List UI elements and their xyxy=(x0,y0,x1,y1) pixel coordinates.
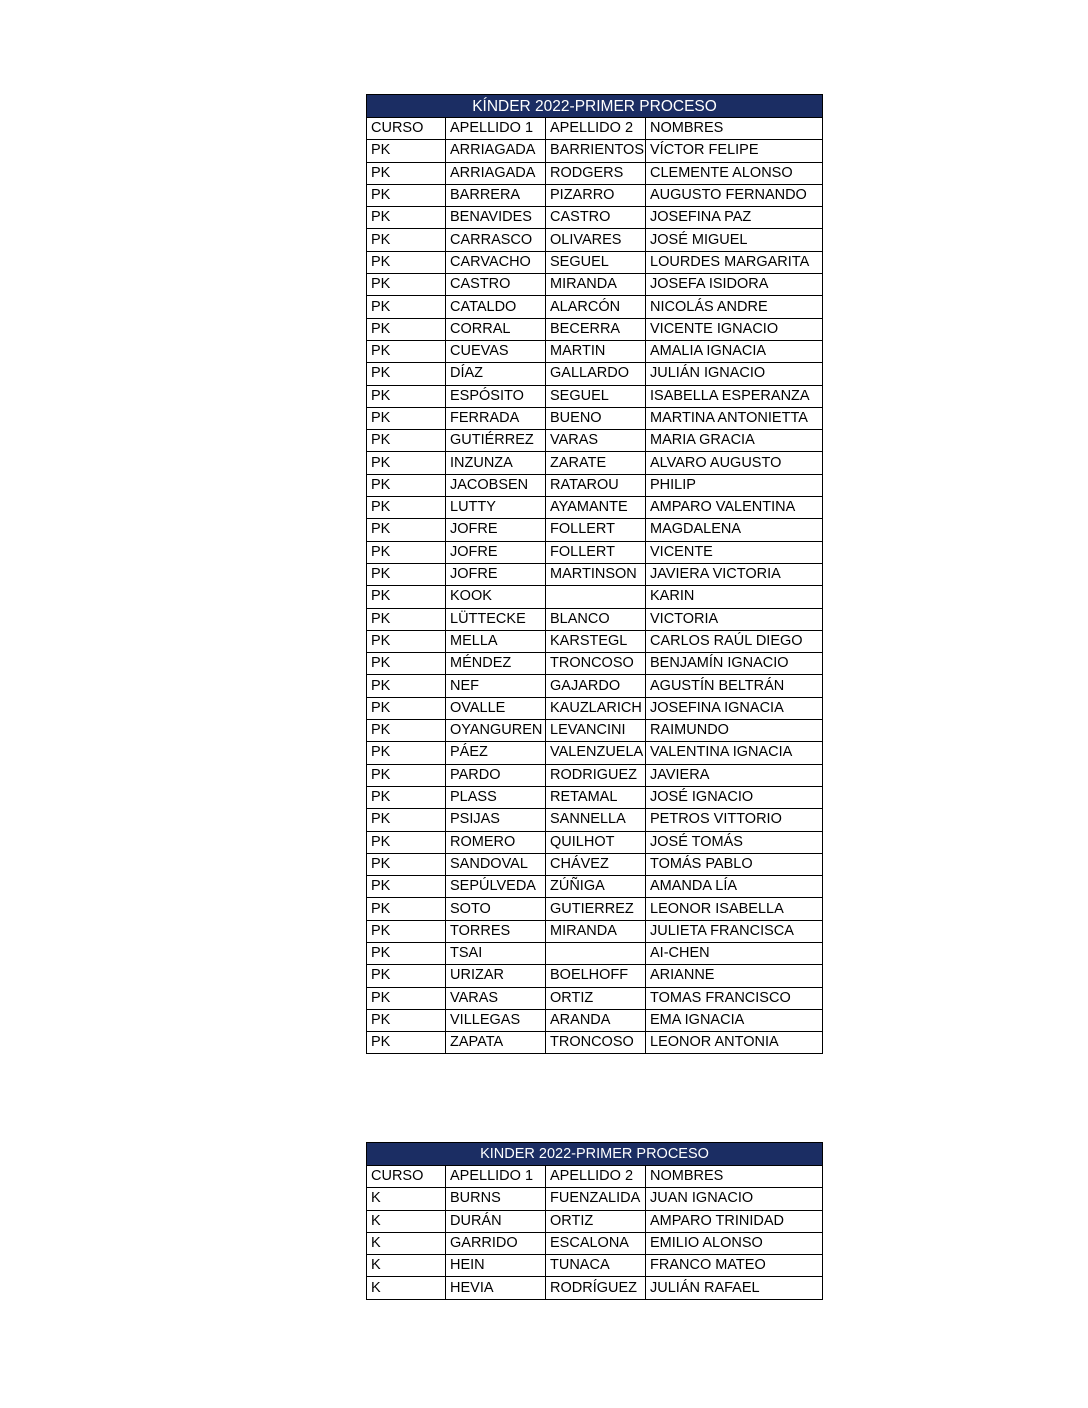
table-row xyxy=(367,407,823,429)
column-header-nombres: NOMBRES xyxy=(646,1166,823,1188)
cell-curso: PK xyxy=(367,831,446,853)
cell-nombres: VICENTE IGNACIO xyxy=(646,318,823,340)
cell-apellido-1: VILLEGAS xyxy=(446,1009,546,1031)
table-row xyxy=(367,742,823,764)
cell-nombres: JULIÁN RAFAEL xyxy=(646,1277,823,1299)
cell-apellido-2: VALENZUELA xyxy=(546,742,646,764)
cell-curso: PK xyxy=(367,452,446,474)
cell-nombres: ARIANNE xyxy=(646,965,823,987)
cell-apellido-2: BECERRA xyxy=(546,318,646,340)
cell-nombres: JULIETA FRANCISCA xyxy=(646,920,823,942)
table-row xyxy=(367,630,823,652)
cell-apellido-1: PARDO xyxy=(446,764,546,786)
cell-apellido-2: RATAROU xyxy=(546,474,646,496)
cell-apellido-2: SEGUEL xyxy=(546,385,646,407)
cell-nombres: MARTINA ANTONIETTA xyxy=(646,407,823,429)
cell-nombres: JAVIERA VICTORIA xyxy=(646,563,823,585)
cell-nombres: VICENTE xyxy=(646,541,823,563)
table-row xyxy=(367,809,823,831)
cell-apellido-1: KOOK xyxy=(446,586,546,608)
cell-apellido-1: INZUNZA xyxy=(446,452,546,474)
cell-apellido-2: PIZARRO xyxy=(546,184,646,206)
cell-curso: PK xyxy=(367,207,446,229)
cell-apellido-2: RODGERS xyxy=(546,162,646,184)
cell-apellido-2: AYAMANTE xyxy=(546,497,646,519)
cell-apellido-1: PÁEZ xyxy=(446,742,546,764)
cell-nombres: JUAN IGNACIO xyxy=(646,1188,823,1210)
table-row xyxy=(367,1277,823,1299)
table-row xyxy=(367,853,823,875)
table-row xyxy=(367,1032,823,1054)
cell-nombres: VICTORIA xyxy=(646,608,823,630)
cell-nombres: LOURDES MARGARITA xyxy=(646,251,823,273)
table-row xyxy=(367,274,823,296)
column-header-nombres: NOMBRES xyxy=(646,118,823,140)
cell-apellido-2 xyxy=(546,586,646,608)
cell-curso: PK xyxy=(367,853,446,875)
cell-apellido-1: ARRIAGADA xyxy=(446,140,546,162)
cell-curso: PK xyxy=(367,318,446,340)
table-row xyxy=(367,1210,823,1232)
table-row xyxy=(367,1255,823,1277)
table-row xyxy=(367,1188,823,1210)
cell-apellido-1: HEIN xyxy=(446,1255,546,1277)
cell-nombres: MAGDALENA xyxy=(646,519,823,541)
cell-curso: PK xyxy=(367,430,446,452)
table-row xyxy=(367,608,823,630)
cell-nombres: JOSÉ MIGUEL xyxy=(646,229,823,251)
cell-apellido-2: ESCALONA xyxy=(546,1232,646,1254)
cell-nombres: TOMAS FRANCISCO xyxy=(646,987,823,1009)
table-row xyxy=(367,563,823,585)
cell-apellido-2: MIRANDA xyxy=(546,274,646,296)
cell-apellido-2: GAJARDO xyxy=(546,675,646,697)
table-row xyxy=(367,786,823,808)
table-row xyxy=(367,340,823,362)
cell-apellido-1: HEVIA xyxy=(446,1277,546,1299)
cell-nombres: FRANCO MATEO xyxy=(646,1255,823,1277)
cell-nombres: JOSEFA ISIDORA xyxy=(646,274,823,296)
cell-apellido-1: PLASS xyxy=(446,786,546,808)
column-header-apellido-1: APELLIDO 1 xyxy=(446,1166,546,1188)
cell-nombres: PHILIP xyxy=(646,474,823,496)
table-row xyxy=(367,831,823,853)
table-row xyxy=(367,764,823,786)
cell-curso: PK xyxy=(367,786,446,808)
cell-apellido-1: CARRASCO xyxy=(446,229,546,251)
cell-curso: PK xyxy=(367,363,446,385)
cell-curso: PK xyxy=(367,563,446,585)
table-row xyxy=(367,965,823,987)
cell-apellido-1: DURÁN xyxy=(446,1210,546,1232)
cell-curso: PK xyxy=(367,474,446,496)
cell-curso: PK xyxy=(367,965,446,987)
table-body xyxy=(367,1188,823,1299)
table-title: KINDER 2022-PRIMER PROCESO xyxy=(367,1143,823,1166)
cell-nombres: JULIÁN IGNACIO xyxy=(646,363,823,385)
table-row xyxy=(367,207,823,229)
cell-nombres: RAIMUNDO xyxy=(646,720,823,742)
cell-apellido-2: ZÚÑIGA xyxy=(546,876,646,898)
cell-apellido-1: CUEVAS xyxy=(446,340,546,362)
cell-apellido-1: LÜTTECKE xyxy=(446,608,546,630)
table-row xyxy=(367,920,823,942)
cell-curso: PK xyxy=(367,653,446,675)
cell-apellido-2: RODRÍGUEZ xyxy=(546,1277,646,1299)
cell-nombres: AUGUSTO FERNANDO xyxy=(646,184,823,206)
cell-nombres: EMILIO ALONSO xyxy=(646,1232,823,1254)
cell-apellido-1: URIZAR xyxy=(446,965,546,987)
table-header-row xyxy=(367,118,823,140)
cell-curso: PK xyxy=(367,608,446,630)
table-row xyxy=(367,474,823,496)
cell-apellido-1: TSAI xyxy=(446,942,546,964)
column-header-apellido-2: APELLIDO 2 xyxy=(546,1166,646,1188)
cell-nombres: AI-CHEN xyxy=(646,942,823,964)
column-header-curso: CURSO xyxy=(367,118,446,140)
cell-curso: PK xyxy=(367,809,446,831)
cell-nombres: BENJAMÍN IGNACIO xyxy=(646,653,823,675)
cell-curso: K xyxy=(367,1210,446,1232)
table-row xyxy=(367,251,823,273)
cell-nombres: TOMÁS PABLO xyxy=(646,853,823,875)
column-header-curso: CURSO xyxy=(367,1166,446,1188)
cell-nombres: JOSEFINA PAZ xyxy=(646,207,823,229)
cell-apellido-2: CASTRO xyxy=(546,207,646,229)
cell-nombres: VÍCTOR FELIPE xyxy=(646,140,823,162)
cell-apellido-2: ORTIZ xyxy=(546,1210,646,1232)
cell-nombres: CLEMENTE ALONSO xyxy=(646,162,823,184)
cell-apellido-1: CATALDO xyxy=(446,296,546,318)
table-row xyxy=(367,675,823,697)
cell-apellido-2: BLANCO xyxy=(546,608,646,630)
table-row xyxy=(367,452,823,474)
table-row xyxy=(367,942,823,964)
cell-apellido-2: FOLLERT xyxy=(546,519,646,541)
cell-apellido-2: ORTIZ xyxy=(546,987,646,1009)
cell-curso: K xyxy=(367,1277,446,1299)
cell-nombres: VALENTINA IGNACIA xyxy=(646,742,823,764)
cell-nombres: MARIA GRACIA xyxy=(646,430,823,452)
cell-curso: PK xyxy=(367,586,446,608)
cell-apellido-2: GALLARDO xyxy=(546,363,646,385)
table-row xyxy=(367,318,823,340)
cell-nombres: NICOLÁS ANDRE xyxy=(646,296,823,318)
cell-apellido-2: RETAMAL xyxy=(546,786,646,808)
cell-apellido-1: BENAVIDES xyxy=(446,207,546,229)
cell-apellido-1: PSIJAS xyxy=(446,809,546,831)
cell-nombres: AGUSTÍN BELTRÁN xyxy=(646,675,823,697)
cell-apellido-2: BARRIENTOS xyxy=(546,140,646,162)
cell-apellido-1: MÉNDEZ xyxy=(446,653,546,675)
cell-curso: PK xyxy=(367,541,446,563)
table-row xyxy=(367,363,823,385)
cell-apellido-1: BURNS xyxy=(446,1188,546,1210)
cell-apellido-2: ALARCÓN xyxy=(546,296,646,318)
cell-nombres: EMA IGNACIA xyxy=(646,1009,823,1031)
cell-nombres: JOSÉ TOMÁS xyxy=(646,831,823,853)
cell-apellido-1: OVALLE xyxy=(446,697,546,719)
cell-curso: PK xyxy=(367,1032,446,1054)
cell-apellido-2: TRONCOSO xyxy=(546,1032,646,1054)
cell-curso: PK xyxy=(367,407,446,429)
cell-apellido-1: SEPÚLVEDA xyxy=(446,876,546,898)
cell-apellido-2: TRONCOSO xyxy=(546,653,646,675)
cell-apellido-1: LUTTY xyxy=(446,497,546,519)
cell-apellido-1: CASTRO xyxy=(446,274,546,296)
cell-curso: PK xyxy=(367,229,446,251)
cell-nombres: ALVARO AUGUSTO xyxy=(646,452,823,474)
cell-apellido-2: KARSTEGL xyxy=(546,630,646,652)
table-title-row xyxy=(367,1143,823,1166)
cell-apellido-2: OLIVARES xyxy=(546,229,646,251)
cell-curso: PK xyxy=(367,920,446,942)
column-header-apellido-1: APELLIDO 1 xyxy=(446,118,546,140)
cell-apellido-1: JOFRE xyxy=(446,541,546,563)
cell-apellido-2: VARAS xyxy=(546,430,646,452)
cell-nombres: AMANDA LÍA xyxy=(646,876,823,898)
table-row xyxy=(367,519,823,541)
table-title-row xyxy=(367,95,823,118)
cell-curso: PK xyxy=(367,764,446,786)
cell-curso: PK xyxy=(367,1009,446,1031)
table-row xyxy=(367,876,823,898)
cell-apellido-1: JOFRE xyxy=(446,563,546,585)
cell-curso: PK xyxy=(367,720,446,742)
cell-apellido-1: JACOBSEN xyxy=(446,474,546,496)
table-row xyxy=(367,296,823,318)
cell-nombres: PETROS VITTORIO xyxy=(646,809,823,831)
cell-apellido-1: JOFRE xyxy=(446,519,546,541)
table-row xyxy=(367,184,823,206)
table-row xyxy=(367,497,823,519)
cell-apellido-1: FERRADA xyxy=(446,407,546,429)
cell-apellido-2: QUILHOT xyxy=(546,831,646,853)
cell-nombres: KARIN xyxy=(646,586,823,608)
cell-apellido-2: MARTINSON xyxy=(546,563,646,585)
cell-apellido-2: ARANDA xyxy=(546,1009,646,1031)
cell-apellido-2: MIRANDA xyxy=(546,920,646,942)
cell-curso: PK xyxy=(367,274,446,296)
cell-apellido-1: MELLA xyxy=(446,630,546,652)
table-row xyxy=(367,541,823,563)
cell-apellido-1: BARRERA xyxy=(446,184,546,206)
cell-nombres: JOSÉ IGNACIO xyxy=(646,786,823,808)
table-row xyxy=(367,720,823,742)
table-title: KÍNDER 2022-PRIMER PROCESO xyxy=(367,95,823,118)
cell-apellido-2: BOELHOFF xyxy=(546,965,646,987)
table-row xyxy=(367,898,823,920)
cell-apellido-1: VARAS xyxy=(446,987,546,1009)
cell-apellido-2: FOLLERT xyxy=(546,541,646,563)
cell-apellido-2 xyxy=(546,942,646,964)
cell-nombres: AMPARO VALENTINA xyxy=(646,497,823,519)
cell-nombres: LEONOR ANTONIA xyxy=(646,1032,823,1054)
cell-curso: PK xyxy=(367,742,446,764)
cell-apellido-1: ARRIAGADA xyxy=(446,162,546,184)
cell-curso: PK xyxy=(367,630,446,652)
cell-apellido-2: SANNELLA xyxy=(546,809,646,831)
table-body xyxy=(367,140,823,1054)
cell-curso: PK xyxy=(367,296,446,318)
cell-curso: PK xyxy=(367,942,446,964)
table-row xyxy=(367,1232,823,1254)
table-row xyxy=(367,162,823,184)
cell-nombres: JOSEFINA IGNACIA xyxy=(646,697,823,719)
cell-apellido-2: SEGUEL xyxy=(546,251,646,273)
cell-apellido-1: ESPÓSITO xyxy=(446,385,546,407)
cell-curso: PK xyxy=(367,251,446,273)
cell-apellido-2: KAUZLARICH xyxy=(546,697,646,719)
cell-nombres: ISABELLA ESPERANZA xyxy=(646,385,823,407)
cell-apellido-1: ZAPATA xyxy=(446,1032,546,1054)
cell-apellido-1: CARVACHO xyxy=(446,251,546,273)
cell-apellido-1: NEF xyxy=(446,675,546,697)
cell-nombres: JAVIERA xyxy=(646,764,823,786)
cell-apellido-1: ROMERO xyxy=(446,831,546,853)
cell-curso: PK xyxy=(367,697,446,719)
cell-curso: PK xyxy=(367,987,446,1009)
cell-apellido-2: BUENO xyxy=(546,407,646,429)
cell-curso: PK xyxy=(367,385,446,407)
column-header-apellido-2: APELLIDO 2 xyxy=(546,118,646,140)
cell-nombres: AMALIA IGNACIA xyxy=(646,340,823,362)
table-row xyxy=(367,229,823,251)
cell-nombres: AMPARO TRINIDAD xyxy=(646,1210,823,1232)
table-row xyxy=(367,987,823,1009)
roster-table-prekinder xyxy=(366,94,823,1054)
cell-apellido-2: LEVANCINI xyxy=(546,720,646,742)
cell-curso: PK xyxy=(367,184,446,206)
cell-apellido-2: GUTIERREZ xyxy=(546,898,646,920)
table-row xyxy=(367,140,823,162)
cell-apellido-1: DÍAZ xyxy=(446,363,546,385)
table-row xyxy=(367,385,823,407)
cell-curso: PK xyxy=(367,497,446,519)
table-row xyxy=(367,1009,823,1031)
table-row xyxy=(367,586,823,608)
cell-apellido-1: TORRES xyxy=(446,920,546,942)
cell-curso: K xyxy=(367,1188,446,1210)
cell-curso: PK xyxy=(367,876,446,898)
roster-table-kinder xyxy=(366,1142,823,1300)
cell-apellido-1: CORRAL xyxy=(446,318,546,340)
cell-nombres: CARLOS RAÚL DIEGO xyxy=(646,630,823,652)
cell-apellido-2: FUENZALIDA xyxy=(546,1188,646,1210)
cell-curso: PK xyxy=(367,898,446,920)
cell-apellido-1: OYANGUREN xyxy=(446,720,546,742)
cell-curso: PK xyxy=(367,140,446,162)
cell-apellido-2: TUNACA xyxy=(546,1255,646,1277)
cell-apellido-2: RODRIGUEZ xyxy=(546,764,646,786)
table-row xyxy=(367,697,823,719)
cell-nombres: LEONOR ISABELLA xyxy=(646,898,823,920)
cell-curso: K xyxy=(367,1255,446,1277)
cell-curso: K xyxy=(367,1232,446,1254)
cell-apellido-1: GARRIDO xyxy=(446,1232,546,1254)
cell-apellido-1: SANDOVAL xyxy=(446,853,546,875)
table-row xyxy=(367,653,823,675)
cell-apellido-1: GUTIÉRREZ xyxy=(446,430,546,452)
cell-apellido-2: ZARATE xyxy=(546,452,646,474)
cell-curso: PK xyxy=(367,675,446,697)
cell-curso: PK xyxy=(367,162,446,184)
cell-curso: PK xyxy=(367,340,446,362)
cell-apellido-2: CHÁVEZ xyxy=(546,853,646,875)
table-header-row xyxy=(367,1166,823,1188)
table-row xyxy=(367,430,823,452)
cell-apellido-2: MARTIN xyxy=(546,340,646,362)
cell-apellido-1: SOTO xyxy=(446,898,546,920)
cell-curso: PK xyxy=(367,519,446,541)
